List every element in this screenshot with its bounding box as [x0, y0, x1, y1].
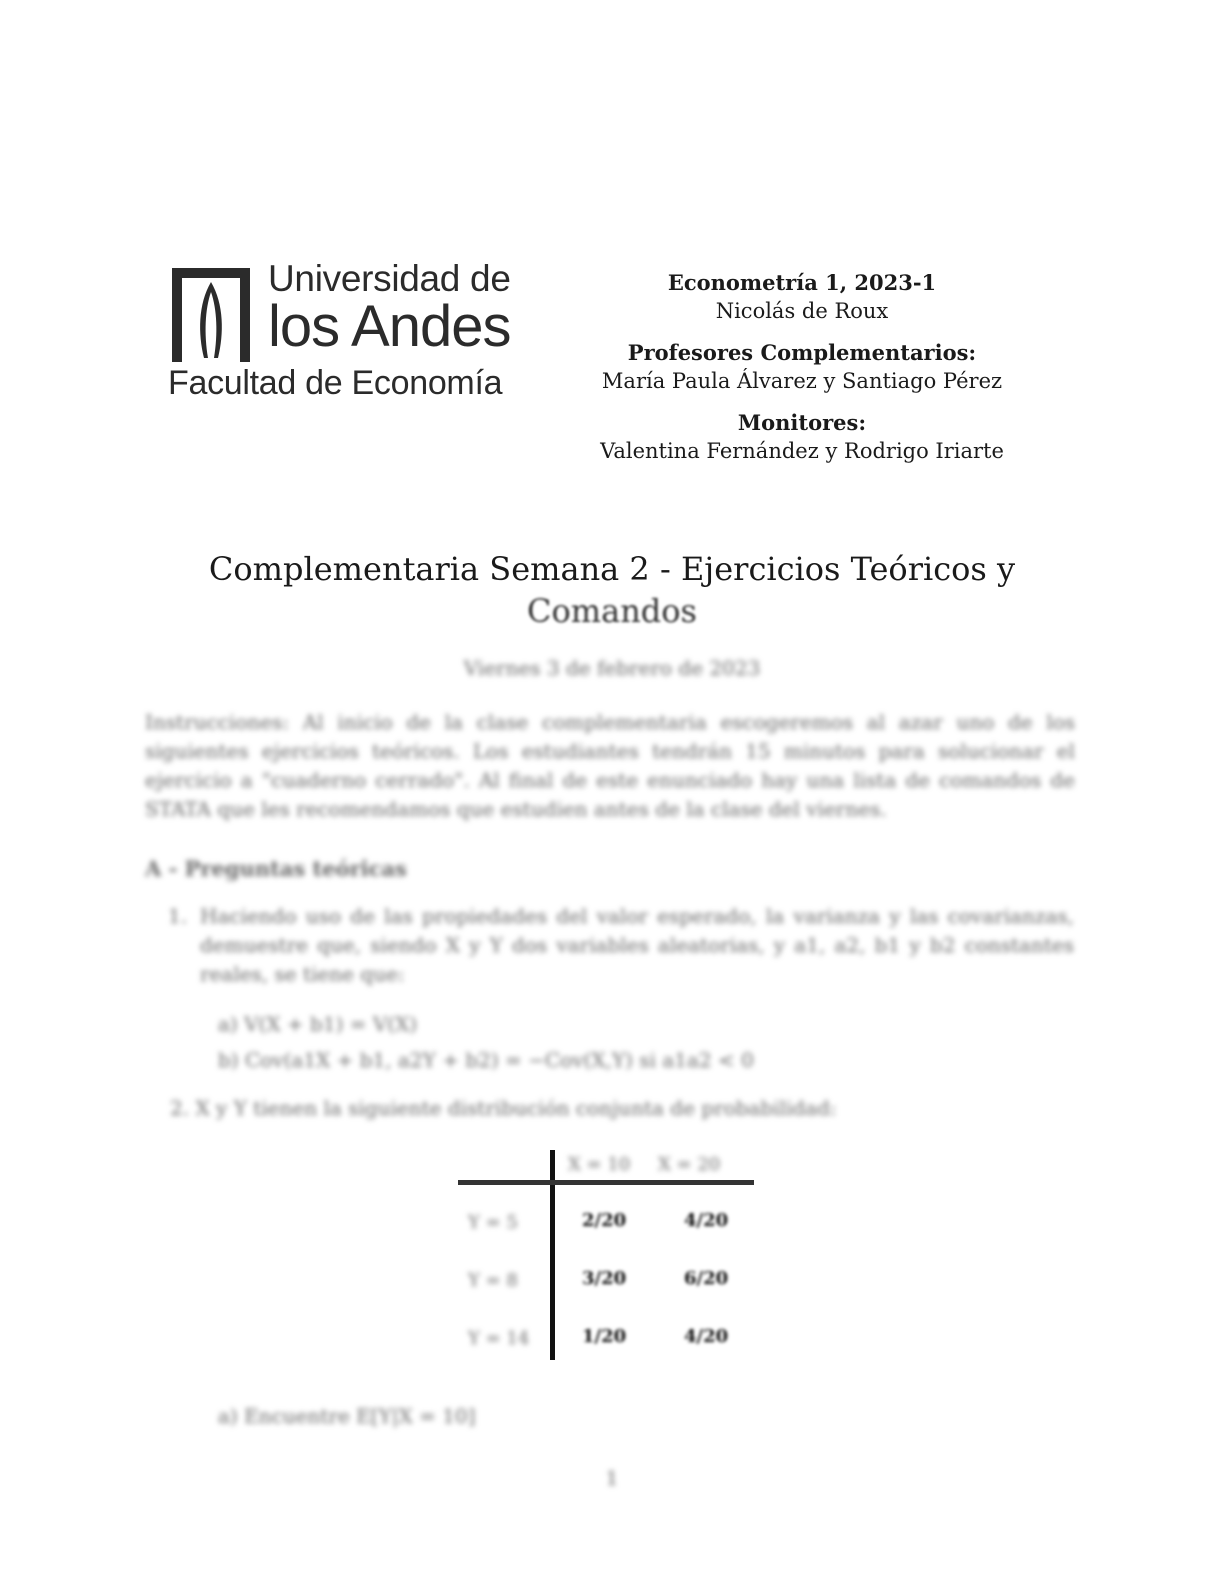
question-2a: a) Encuentre E[Y|X = 10]: [218, 1404, 476, 1428]
monitors-heading: Monitores:: [737, 410, 867, 435]
row-header: Y = 14: [468, 1328, 530, 1349]
joint-probability-table: [458, 1150, 758, 1360]
table-cell: 3/20: [582, 1268, 627, 1289]
table-cell: 6/20: [684, 1268, 729, 1289]
table-cell: 1/20: [582, 1326, 627, 1347]
column-header: X = 10: [568, 1154, 631, 1175]
title-line-2: Comandos: [527, 592, 697, 630]
document-date: Viernes 3 de febrero de 2023: [463, 656, 761, 680]
instructions-paragraph: Instrucciones: Al inicio de la clase complementaria escogeremos al azar uno de los siguientes ejercicios teóricos. Los estudiantes tendrán 15 minutos para solucionar el ejercicio a "cuaderno cerrado". Al final de este enunciado hay una lista de comandos de STATA que les recomendamos que estudien antes de la clase del viernes.: [145, 710, 1075, 821]
logo-text-line-1: Universidad de: [268, 258, 511, 299]
title-line-1: Complementaria Semana 2 - Ejercicios Teóricos y: [208, 550, 1016, 588]
complementary-heading: Profesores Complementarios:: [627, 340, 977, 365]
logo-text-line-2: los Andes: [268, 294, 511, 359]
complementary-names: María Paula Álvarez y Santiago Pérez: [601, 369, 1003, 393]
question-1: [168, 902, 1074, 989]
question-1-text: Haciendo uso de las propiedades del valor esperado, la varianza y las covarianzas, demuestre que, siendo X y Y dos variables aleatorias, y a1, a2, b1 y b2 constantes reales, se tiene que:: [200, 904, 1074, 986]
monitors-names: Valentina Fernández y Rodrigo Iriarte: [600, 439, 1004, 463]
table-cell: 4/20: [684, 1326, 729, 1347]
course-name: Econometría 1, 2023-1: [667, 270, 937, 295]
column-header: X = 20: [658, 1154, 721, 1175]
table-horizontal-rule: [458, 1180, 754, 1185]
question-1-number: 1.: [168, 904, 188, 928]
row-header: Y = 8: [468, 1270, 518, 1291]
course-header: [560, 268, 1044, 466]
page-number: 1: [605, 1466, 619, 1490]
question-1a: a) V(X + b1) = V(X): [218, 1012, 418, 1036]
table-cell: 4/20: [684, 1210, 729, 1231]
row-header: Y = 5: [468, 1212, 518, 1233]
question-1b: b) Cov(a1X + b1, a2Y + b2) = −Cov(X,Y) si a1a2 < 0: [218, 1048, 754, 1072]
section-heading: A - Preguntas teóricas: [145, 856, 407, 881]
logo-text-line-3: Facultad de Economía: [168, 364, 503, 402]
university-logo: [168, 256, 528, 406]
logo-mark-icon: [168, 264, 254, 366]
document-title: [130, 548, 1094, 632]
table-cell: 2/20: [582, 1210, 627, 1231]
professor-name: Nicolás de Roux: [715, 299, 889, 323]
question-2: 2. X y Y tienen la siguiente distribución conjunta de probabilidad:: [170, 1096, 837, 1120]
